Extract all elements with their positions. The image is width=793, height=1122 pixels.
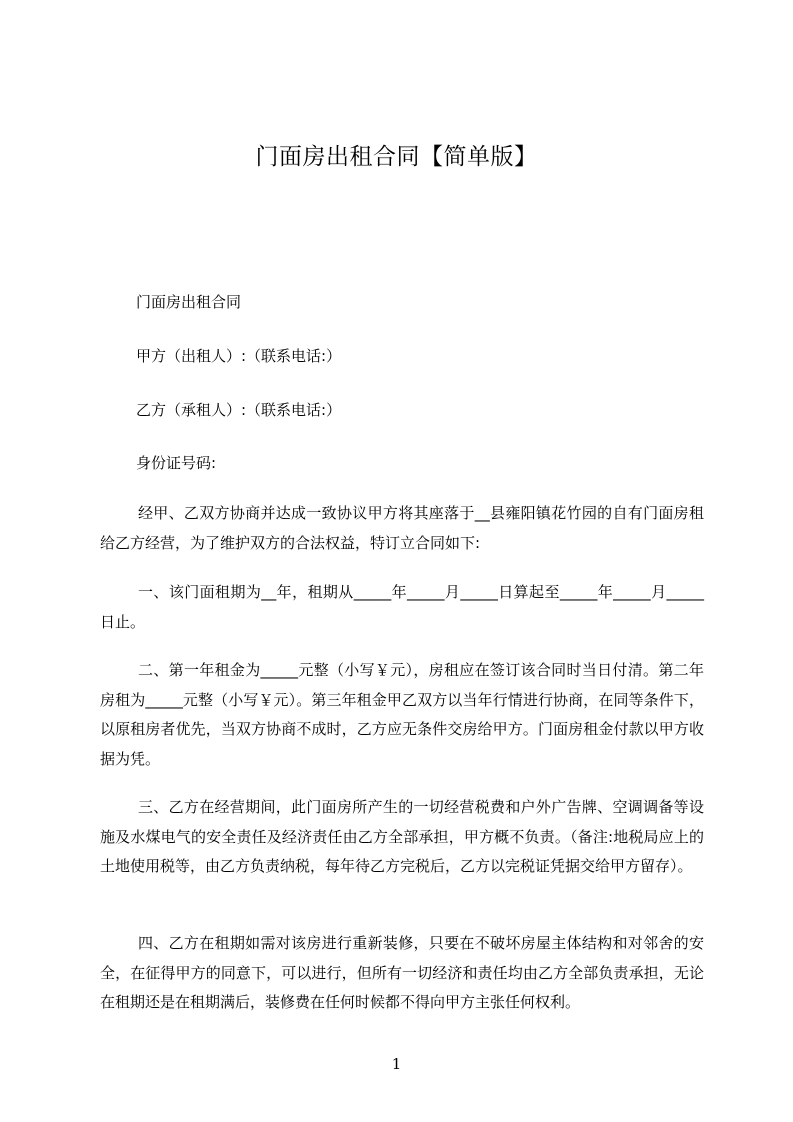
- clause-3-paragraph: 三、乙方在经营期间，此门面房所产生的一切经营税费和户外广告牌、空调调备等设施及水煤电气的安全责任及经济责任由乙方全部承担，甲方概不负责。（备注:地税局应上的土地使用税等，由乙方负责纳税，每年待乙方完税后，乙方以完税证凭据交给甲方留存）。: [100, 798, 704, 875]
- party-a-line: 甲方（出租人）:（联系电话:）: [136, 347, 342, 365]
- intro-paragraph: 经甲、乙双方协商并达成一致协议甲方将其座落于__县雍阳镇花竹园的自有门面房租给乙方经营，为了维护双方的合法权益，特订立合同如下:: [100, 504, 704, 552]
- clause-1-paragraph: 一、该门面租期为__年，租期从_____年_____月_____日算起至_____年_____月_____日止。: [100, 583, 704, 631]
- clause-4-paragraph: 四、乙方在租期如需对该房进行重新装修，只要在不破坏房屋主体结构和对邻舍的安全，在征得甲方的同意下，可以进行，但所有一切经济和责任均由乙方全部负责承担，无论在租期还是在租期满后，装修费在任何时候都不得向甲方主张任何权利。: [100, 934, 704, 1011]
- document-title: 门面房出租合同【简单版】: [255, 144, 538, 170]
- page-number: 1: [391, 1055, 402, 1073]
- contract-heading: 门面房出租合同: [136, 293, 242, 311]
- party-b-line: 乙方（承租人）:（联系电话:）: [136, 401, 342, 419]
- clause-2-paragraph: 二、第一年租金为_____元整（小写￥元），房租应在签订该合同时当日付清。第二年房租为_____元整（小写￥元）。第三年租金甲乙双方以当年行情进行协商，在同等条件下，以原租房者优先，当双方协商不成时，乙方应无条件交房给甲方。门面房租金付款以甲方收据为凭。: [100, 661, 704, 768]
- id-number-line: 身份证号码:: [136, 454, 217, 472]
